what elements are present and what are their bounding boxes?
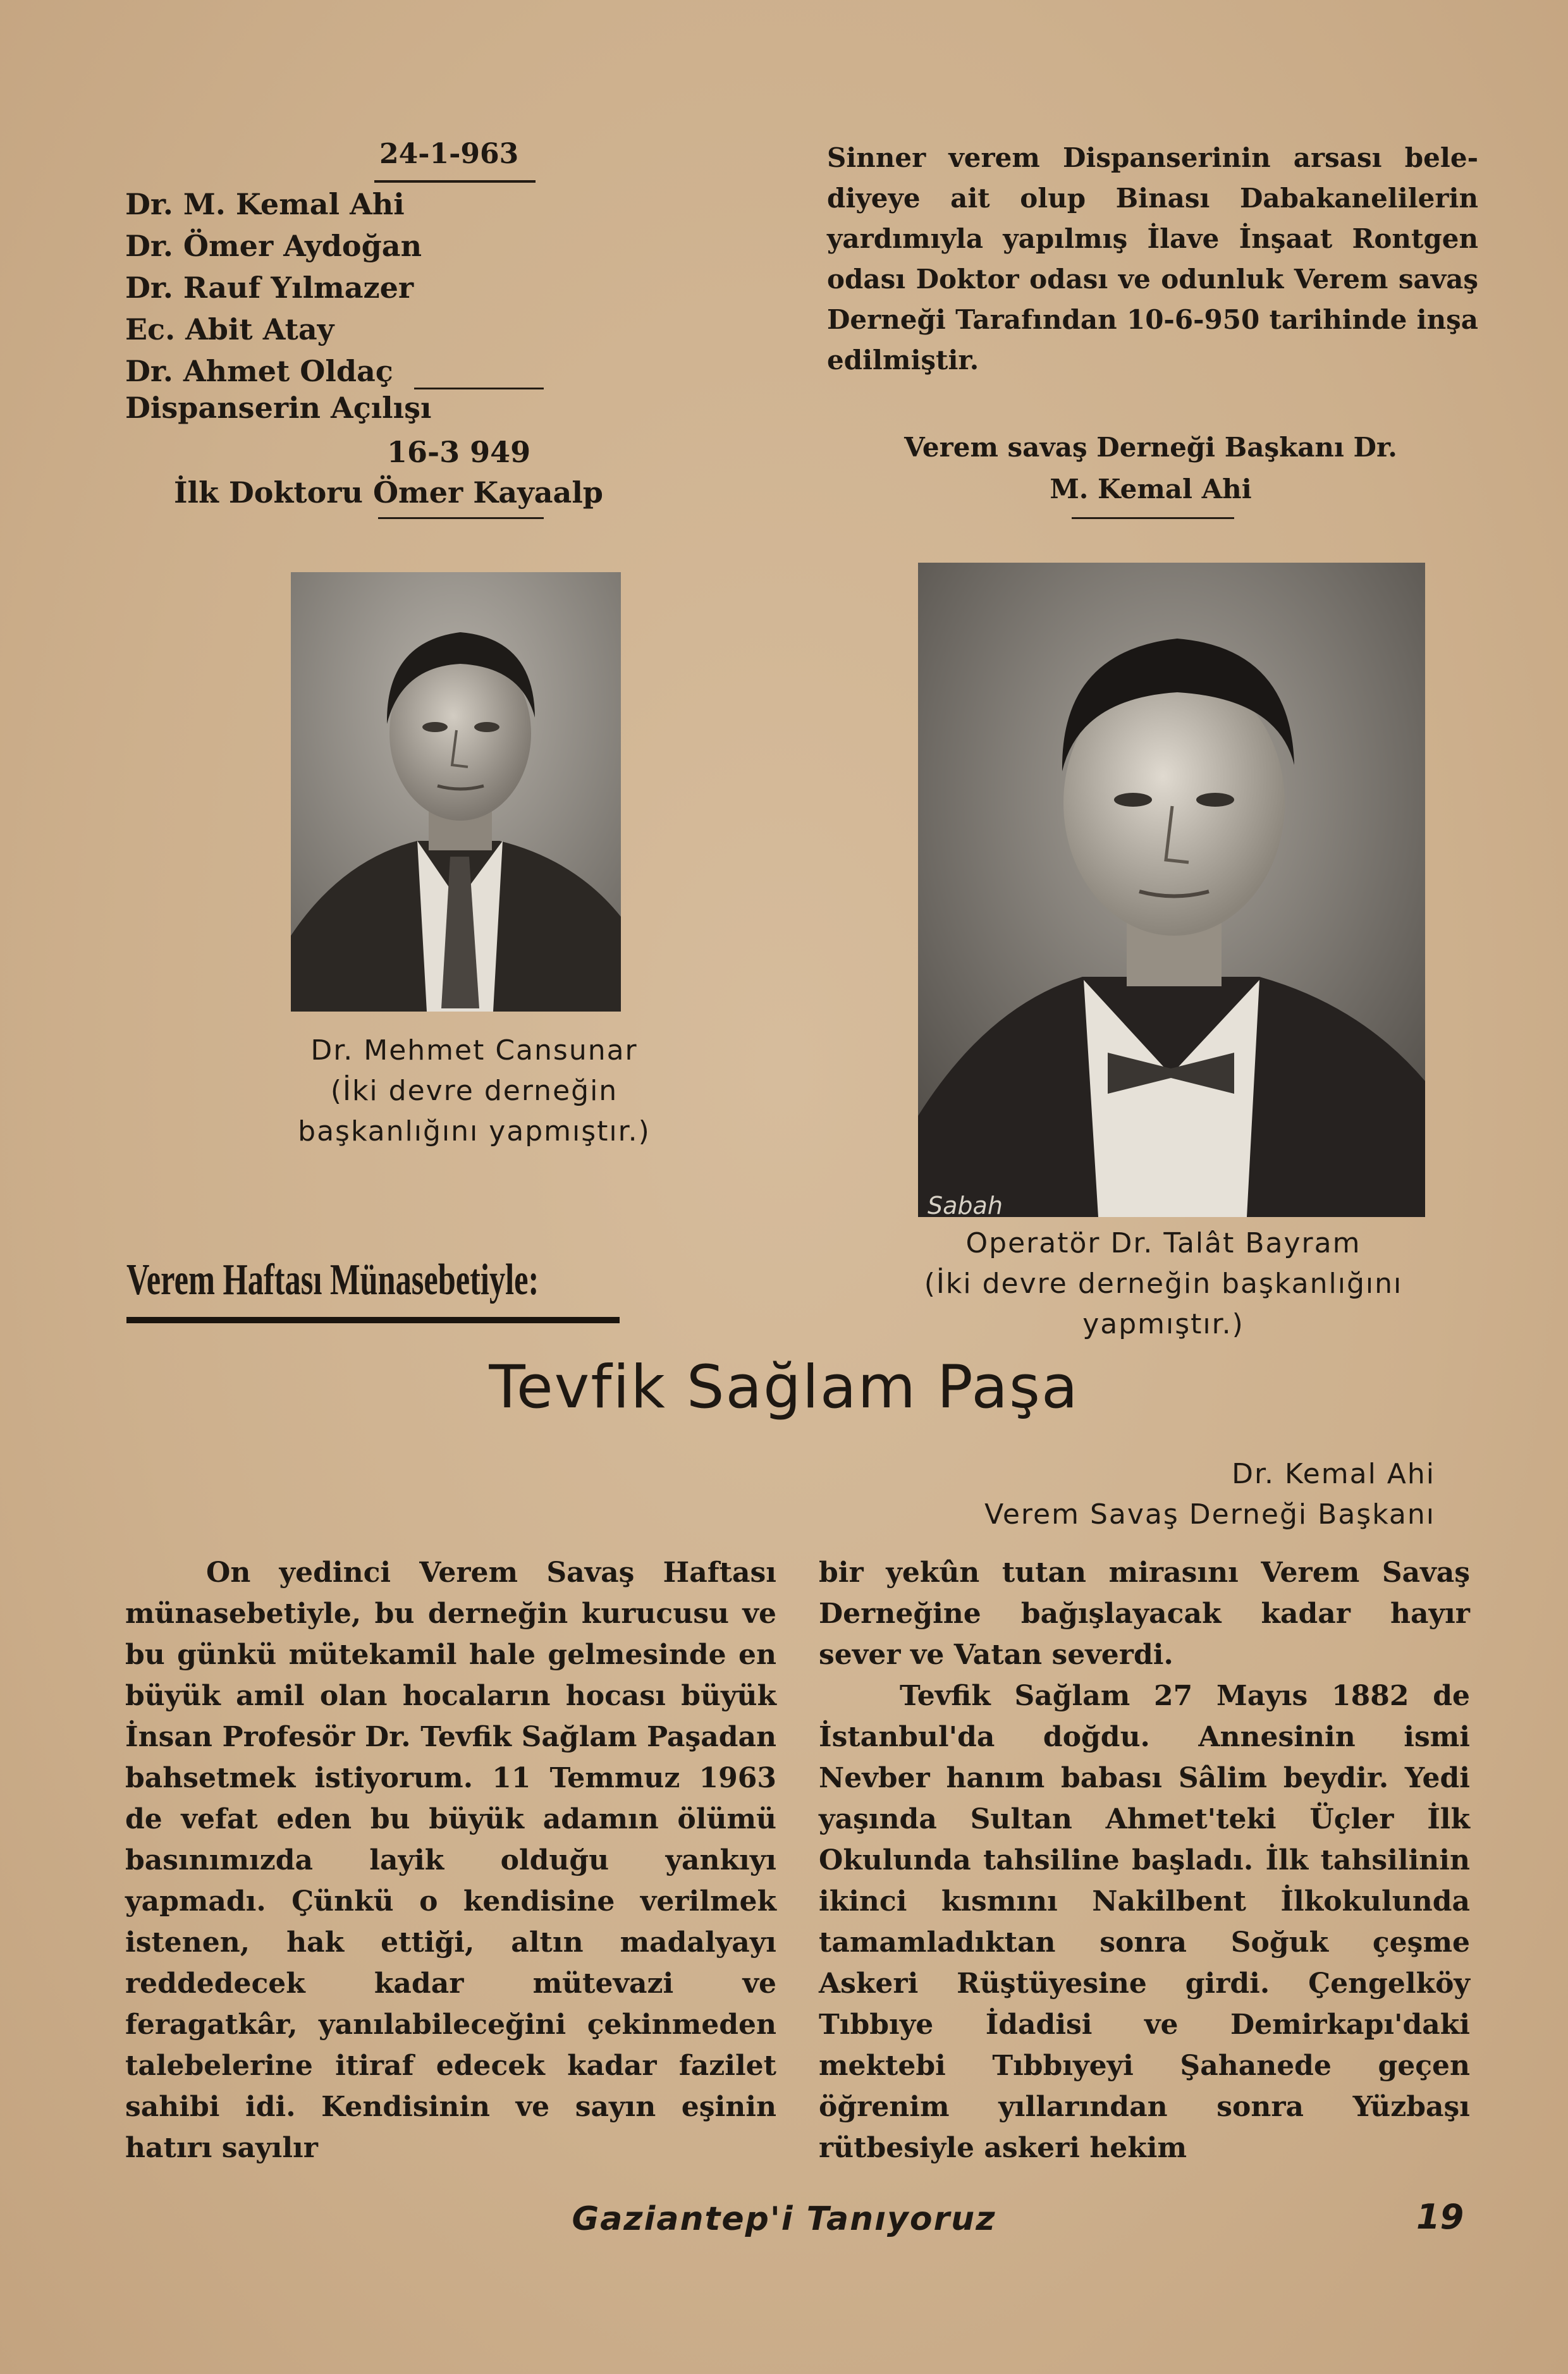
staff-list	[125, 183, 422, 392]
caption-note: (İki devre derneğin başkanlığını yapmıştır.)	[298, 1075, 651, 1147]
portrait-photo-bayram	[918, 563, 1425, 1217]
first-doctor: İlk Doktoru Ömer Kayaalp	[174, 475, 603, 510]
opening-date: 16-3 949	[387, 435, 531, 469]
article-column-right	[819, 1552, 1470, 2169]
article-title: Tevfik Sağlam Paşa	[489, 1353, 1079, 1422]
publication-title: Gaziantep'i Tanıyoruz	[572, 2200, 996, 2238]
article-paragraph: On yedinci Verem Savaş Haftası münasebetiyle, bu derneğin kurucusu ve bu günkü mütekamil hale gelmesinde en büyük amil olan hocaların hocası büyük İnsan Profesör Dr. Tevfik Sağlam Paşadan bahsetmek istiyorum. 11 Temmuz 1963 de vefat eden bu büyük adamın ölümü basınımızda layik olduğu yankıyı yapmadı. Çünkü o kendisine verilmek istenen, hak ettiği, altın madalyayı reddedecek kadar mütevazi ve feragatkâr, yanılabileceğini çekinmeden talebelerine itiraf edecek kadar fazilet sahibi idi. Kendisinin ve sayın eşinin hatırı sayılır	[125, 1557, 776, 2164]
article-paragraph: Tevfik Sağlam 27 Mayıs 1882 de İstanbul'da doğdu. Annesinin ismi Nevber hanım babası Sâlim beydir. Yedi yaşında Sultan Ahmet'teki Üçler İlk Okulunda tahsiline başladı. İlk tahsilinin ikinci kısmını Nakilbent İlkokulunda tamamladıktan sonra Soğuk çeşme Askeri Rüştüyesine girdi. Çengelköy Tıbbıye İdadisi ve Demirkapı'daki mektebi Tıbbıyeyi Şahanede geçen öğrenim yıllarından sonra Yüzbaşı rütbesiyle askeri hekim	[819, 1680, 1470, 2164]
date-underline	[374, 180, 536, 183]
svg-text:Sabah: Sabah	[928, 1192, 1003, 1217]
article-author	[885, 1454, 1435, 1535]
caption-name: Dr. Mehmet Cansunar	[310, 1034, 638, 1067]
caption-name: Operatör Dr. Talât Bayram	[965, 1227, 1361, 1259]
staff-item: Dr. Ömer Aydoğan	[125, 229, 422, 263]
article-paragraph: bir yekûn tutan mirasını Verem Savaş Derneğine bağışlayacak kadar hayır sever ve Vatan severdi.	[819, 1557, 1470, 1671]
section-heading-rule	[126, 1317, 620, 1323]
signature-name: M. Kemal Ahi	[1050, 474, 1252, 505]
signature-underline	[1072, 517, 1234, 519]
signature-line: Verem savaş Derneği Başkanı Dr.	[904, 432, 1397, 463]
staff-item: Ec. Abit Atay	[125, 312, 334, 346]
article-column-left	[125, 1552, 776, 2169]
caption-cansunar	[240, 1031, 708, 1152]
dispensary-history-paragraph: Sinner verem Dispanserinin arsası bele-diyeye ait olup Binası Dabakanelilerin yardımıyla yapılmış İlave İnşaat Rontgen odası Doktor odası ve odunluk Verem savaş Derneği Tarafından 10-6-950 tarihinde inşa edilmiştir.	[827, 142, 1478, 376]
first-doctor-underline	[378, 517, 544, 519]
date-label: 24-1-963	[379, 138, 519, 170]
dispensary-signature	[825, 427, 1476, 510]
caption-bayram	[873, 1223, 1454, 1345]
section-heading: Verem Haftası Münasebetiyle:	[126, 1256, 539, 1304]
opening-label: Dispanserin Açılışı	[125, 391, 432, 425]
staff-item: Dr. M. Kemal Ahi	[125, 187, 405, 221]
page-number: 19	[1416, 2197, 1464, 2237]
staff-item: Dr. Rauf Yılmazer	[125, 271, 414, 305]
staff-underline	[414, 388, 544, 389]
portrait-photo-cansunar	[291, 572, 621, 1012]
staff-item: Dr. Ahmet Oldaç	[125, 354, 393, 388]
author-role: Verem Savaş Derneği Başkanı	[984, 1498, 1435, 1531]
author-name: Dr. Kemal Ahi	[1232, 1458, 1435, 1490]
caption-note: (İki devre derneğin başkanlığını yapmıştır.)	[924, 1268, 1403, 1340]
